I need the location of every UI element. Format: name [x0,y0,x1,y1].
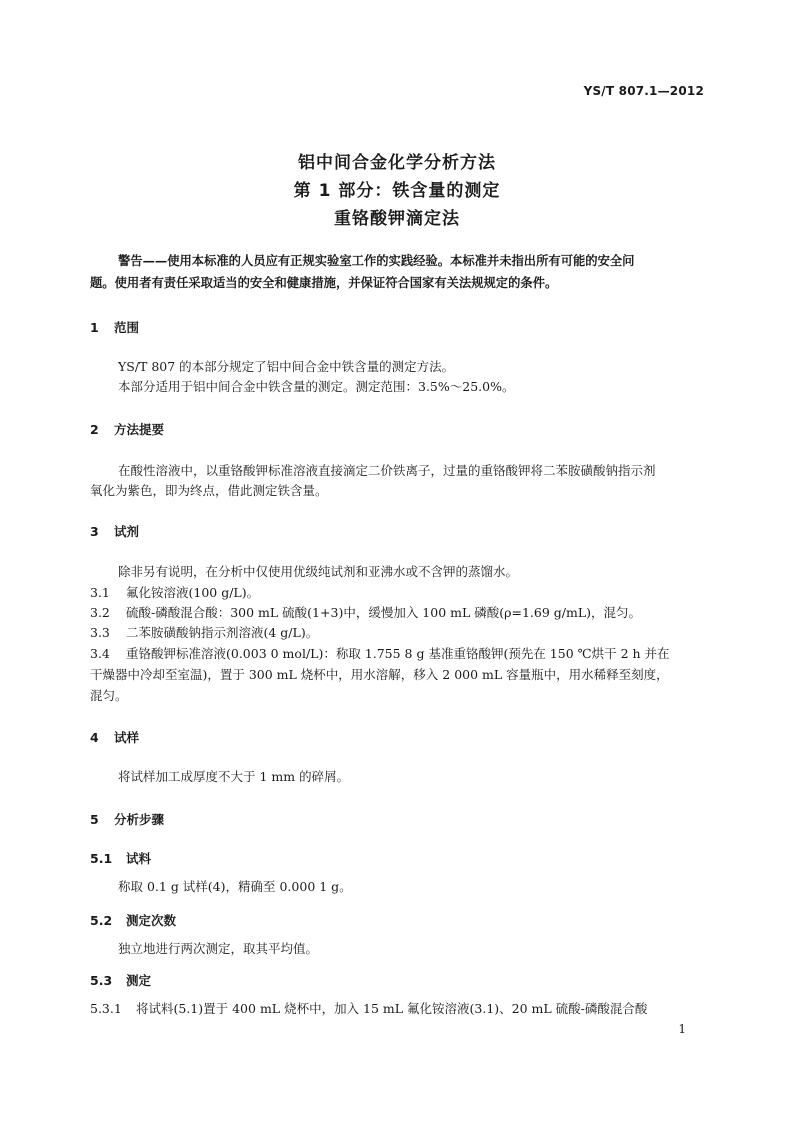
page-number: 1 [678,1022,686,1036]
warning-line-1: 警告——使用本标准的人员应有正规实验室工作的实践经验。本标准并未指出所有可能的安全问 [118,254,635,268]
subsection-5-2-heading: 5.2 测定次数 [90,913,177,928]
reagent-item: 3.2 硫酸-磷酸混合酸：300 mL 硫酸(1+3)中，缓慢加入 100 mL 磷酸(ρ=1.69 g/mL)，混匀。 [90,605,641,620]
subsection-5-2-text: 独立地进行两次测定，取其平均值。 [118,941,319,956]
reagent-item-continuation: 干燥器中冷却至室温)，置于 300 mL 烧杯中，用水溶解，移入 2 000 mL 容量瓶中，用水稀释至刻度， [90,667,669,682]
section-1-para-2: 本部分适用于铝中间合金中铁含量的测定。测定范围：3.5%～25.0%。 [118,379,515,394]
warning-line-2: 题。使用者有责任采取适当的安全和健康措施，并保证符合国家有关法规规定的条件。 [90,276,558,290]
title-line-2: 第 1 部分：铁含量的测定 [293,181,501,201]
reagent-item: 3.4 重铬酸钾标准溶液(0.003 0 mol/L)：称取 1.755 8 g 基准重铬酸钾(预先在 150 ℃烘干 2 h 并在 [90,646,670,661]
subsection-5-3-heading: 5.3 测定 [90,973,152,988]
section-2-para-line-1: 在酸性溶液中，以重铬酸钾标准溶液直接滴定二价铁离子，过量的重铬酸钾将二苯胺磺酸钠指示剂 [118,463,656,478]
section-1-para-1: YS/T 807 的本部分规定了铝中间合金中铁含量的测定方法。 [118,359,455,374]
subsection-5-3-1: 5.3.1 将试料(5.1)置于 400 mL 烧杯中，加入 15 mL 氟化铵溶液(3.1)、20 mL 硫酸-磷酸混合酸 [90,1001,648,1016]
reagent-item: 3.1 氟化铵溶液(100 g/L)。 [90,585,260,600]
section-2-para-line-2: 氧化为紫色，即为终点，借此测定铁含量。 [90,483,328,498]
section-4-heading: 4 试样 [90,730,140,745]
title-line-1: 铝中间合金化学分析方法 [298,153,496,173]
subsection-5-1-text: 称取 0.1 g 试样(4)，精确至 0.000 1 g。 [118,879,352,894]
title-line-3: 重铬酸钾滴定法 [334,209,460,229]
section-4-para: 将试样加工成厚度不大于 1 mm 的碎屑。 [118,769,350,784]
standard-code: YS/T 807.1—2012 [583,84,704,98]
reagent-item: 3.3 二苯胺磺酸钠指示剂溶液(4 g/L)。 [90,625,319,640]
section-5-heading: 5 分析步骤 [90,812,165,827]
subsection-5-1-heading: 5.1 试料 [90,851,152,866]
section-3-heading: 3 试剂 [90,524,140,539]
section-1-heading: 1 范围 [90,320,140,335]
section-3-intro: 除非另有说明，在分析中仅使用优级纯试剂和亚沸水或不含钾的蒸馏水。 [118,564,519,579]
reagent-item-continuation: 混匀。 [90,688,128,703]
section-2-heading: 2 方法提要 [90,422,165,437]
